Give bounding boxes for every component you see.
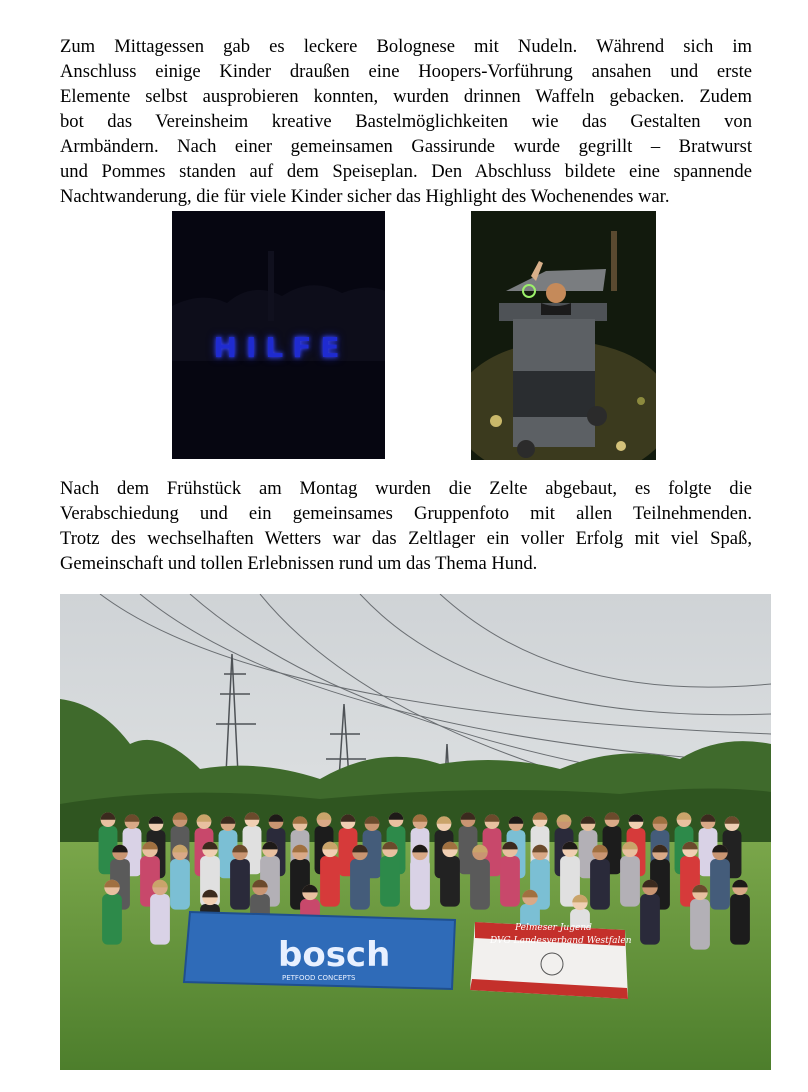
text-line: bot das Vereinsheim kreative Bastelmöglichkeiten wie das Gestalten von [60, 111, 752, 132]
person [380, 856, 400, 907]
text-line: Trotz des wechselhaften Wetters war das Zeltlager ein voller Erfolg mit viel Spaß, [60, 528, 752, 549]
person [410, 859, 430, 910]
banner-white [470, 922, 632, 999]
banner-blue-subtext: PETFOOD CONCEPTS [282, 974, 356, 982]
text-line: Elemente selbst ausprobieren konnten, wurden drinnen Waffeln gebacken. Zudem [60, 86, 752, 107]
night-photo-trash-bin [471, 211, 656, 460]
person [730, 894, 750, 945]
group-photo-art [60, 594, 771, 1070]
banner-blue-logo: bosch [278, 935, 391, 975]
person [470, 859, 490, 910]
text-line: Armbändern. Nach einer gemeinsamen Gassirunde wurde gegrillt – Bratwurst [60, 136, 752, 157]
person [440, 856, 460, 907]
text-line: Nach dem Frühstück am Montag wurden die Zelte abgebaut, es folgte die [60, 478, 752, 499]
glow-text-hilfe: HILFE [213, 331, 349, 364]
paragraph-lunch-activities [60, 34, 752, 209]
person [640, 894, 660, 945]
text-line: Nachtwanderung, die für viele Kinder sicher das Highlight des Wochenendes war. [60, 186, 670, 207]
banner-white-line1: Pelmeser Jugend [515, 923, 592, 933]
person [350, 859, 370, 910]
banner-blue [184, 912, 455, 989]
text-line: Verabschiedung und ein gemeinsames Gruppenfoto mit allen Teilnehmenden. [60, 503, 752, 524]
person [620, 856, 640, 907]
paragraph-departure [60, 476, 752, 576]
person [690, 899, 710, 950]
person [170, 859, 190, 910]
person [710, 859, 730, 910]
group-photo [60, 594, 771, 1070]
text-line: Anschluss einige Kinder draußen eine Hoopers-Vorführung ansahen und erste [60, 61, 752, 82]
person [102, 894, 122, 945]
text-line: Zum Mittagessen gab es leckere Bolognese mit Nudeln. Während sich im [60, 36, 752, 57]
night-photo-hilfe [172, 211, 385, 459]
banner-white-line2: DVG Landesverband Westfalen [490, 936, 632, 946]
text-line: und Pommes standen auf dem Speiseplan. Den Abschluss bildete eine spannende [60, 161, 752, 182]
trash-bin-photo-art [471, 211, 656, 460]
text-line: Gemeinschaft und tollen Erlebnissen rund um das Thema Hund. [60, 553, 538, 574]
person [500, 856, 520, 907]
person [230, 859, 250, 910]
person [150, 894, 170, 945]
person [590, 859, 610, 910]
person [320, 856, 340, 907]
